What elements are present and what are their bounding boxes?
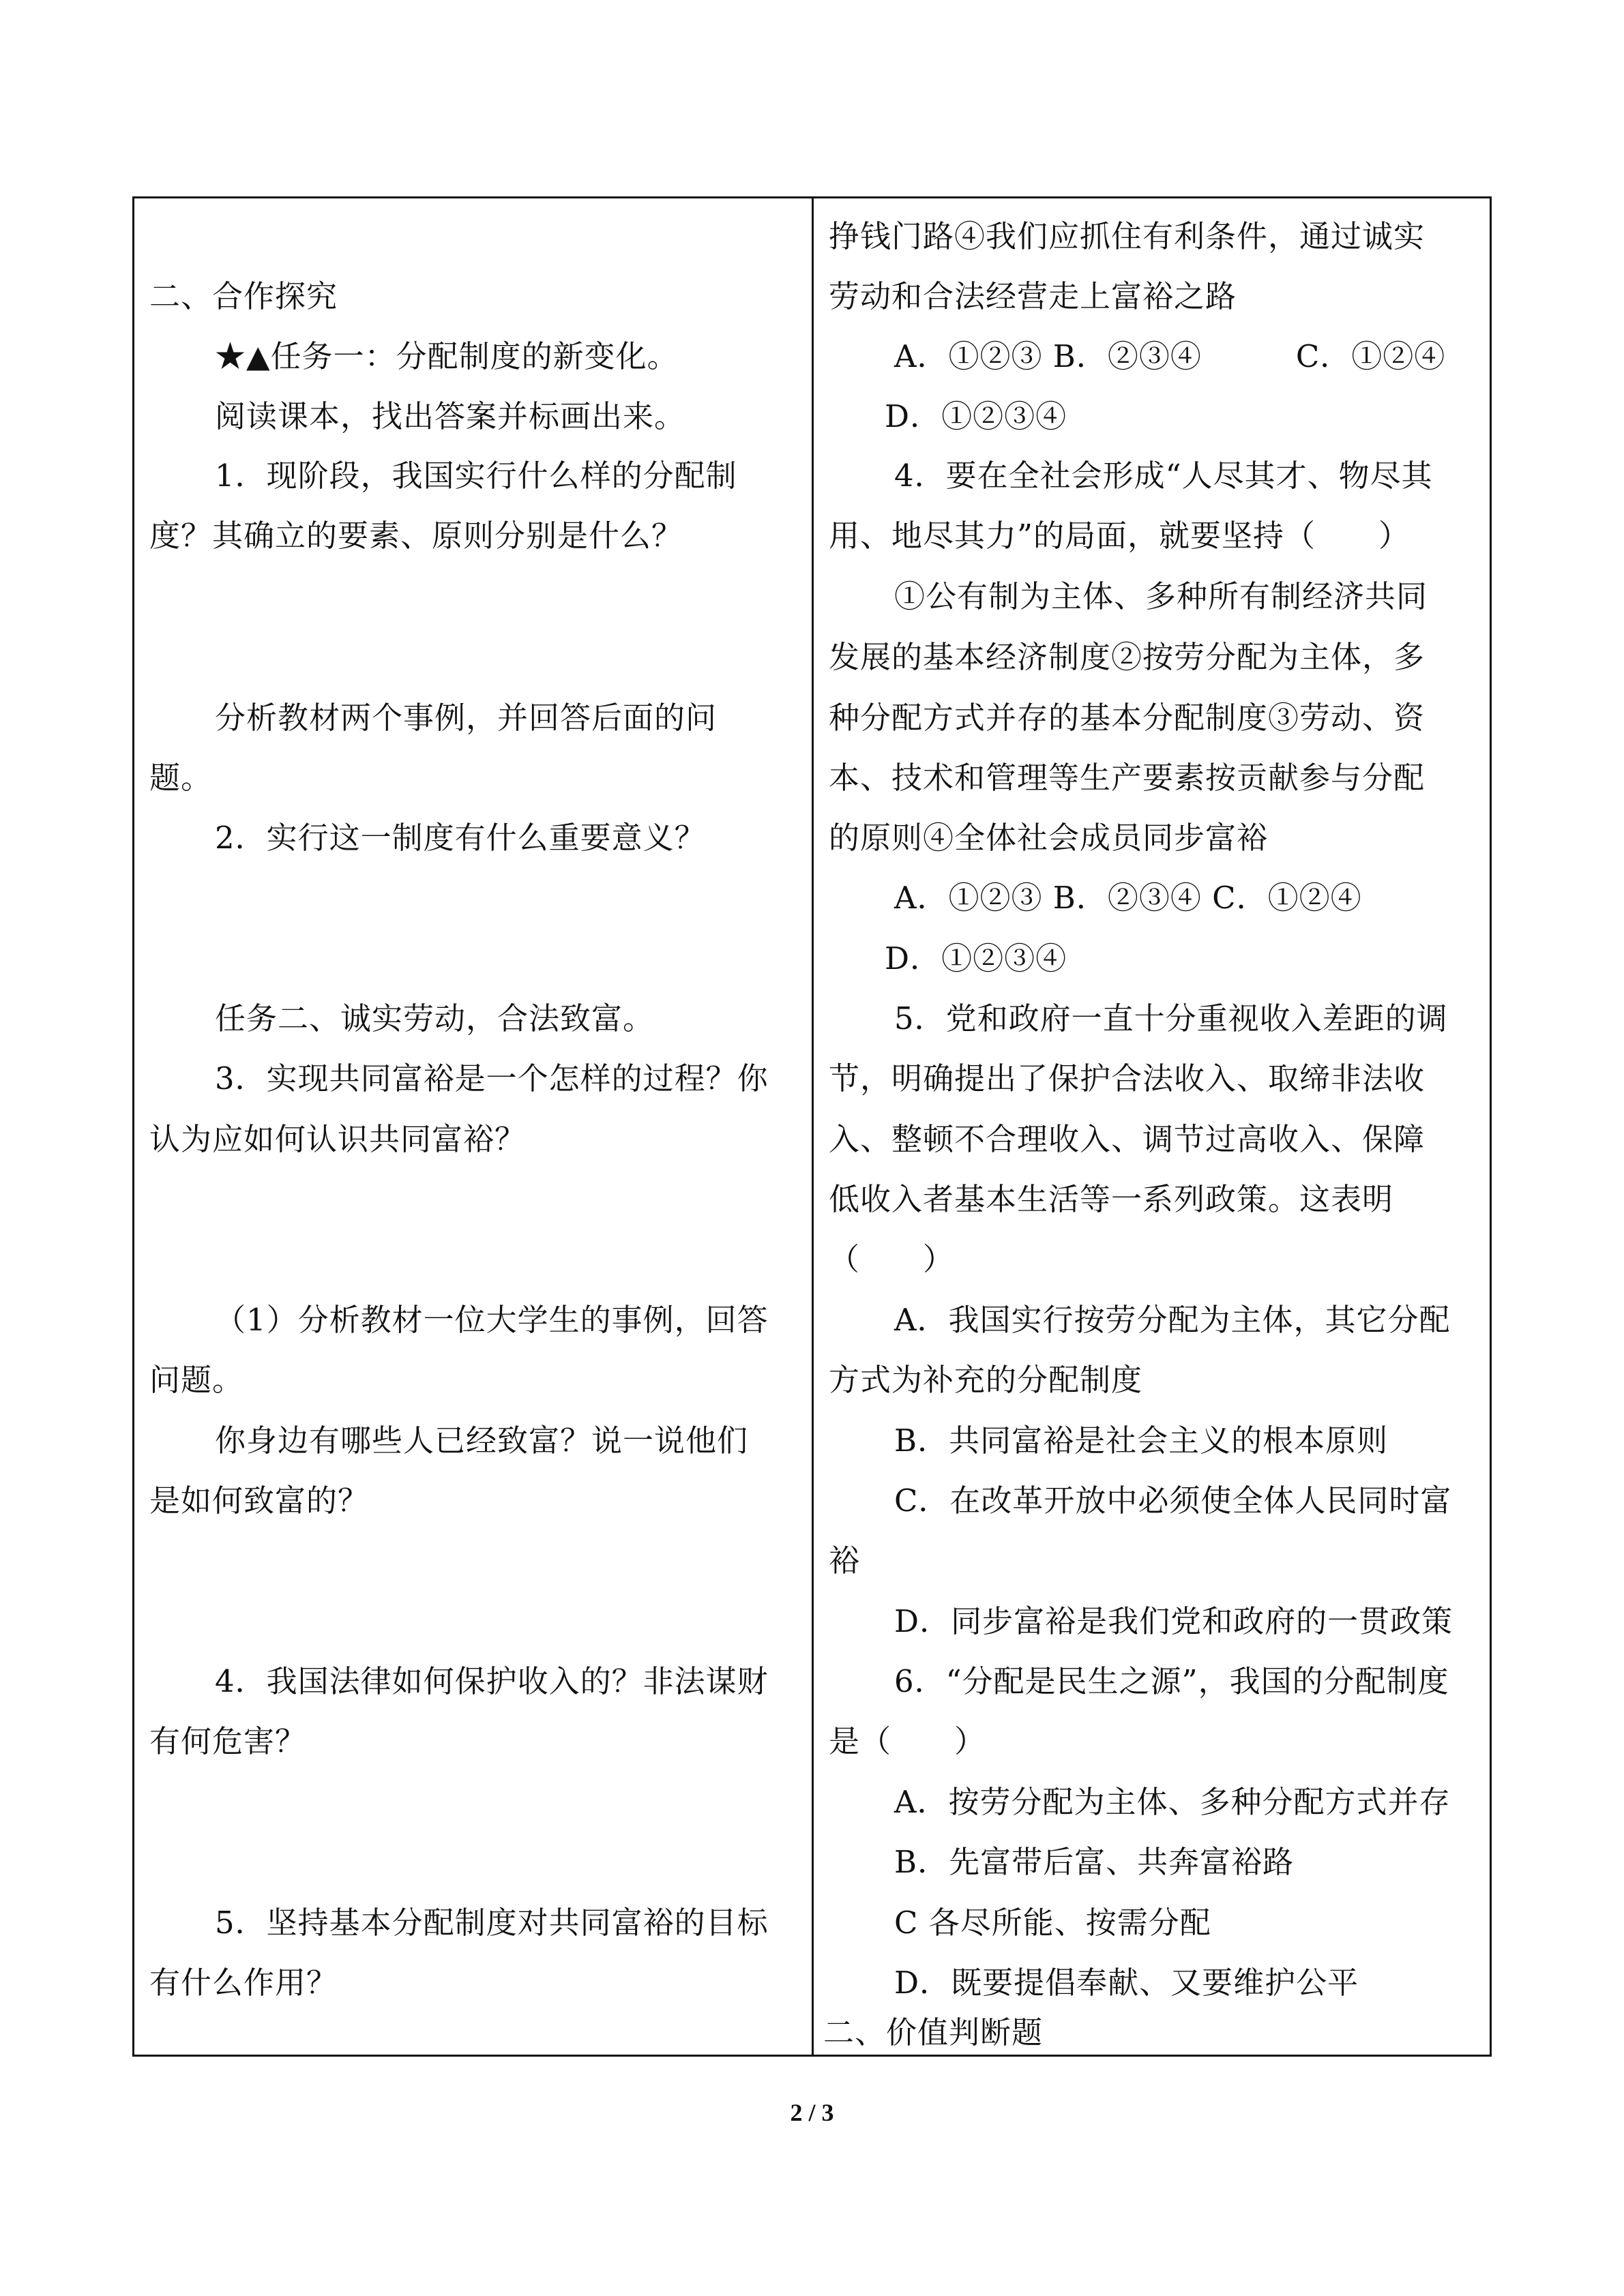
question-3-2-line2: 是如何致富的？ bbox=[149, 1482, 370, 1519]
mc-q5-option-a-line2: 方式为补充的分配制度 bbox=[829, 1362, 1143, 1398]
question-3-1-line2: 问题。 bbox=[149, 1362, 244, 1398]
mc-q4-options-line2: D．①②③④ bbox=[885, 940, 1067, 976]
mc-q4-line2: 用、地尽其力”的局面，就要坚持（ ） bbox=[829, 518, 1411, 554]
section2-title: 二、价值判断题 bbox=[823, 2014, 1044, 2051]
worksheet-table bbox=[132, 196, 1492, 2057]
task2-title: 任务二、诚实劳动，合法致富。 bbox=[215, 1000, 655, 1037]
page-number: 2 / 3 bbox=[790, 2099, 834, 2126]
mc-q4-body-line1: ①公有制为主体、多种所有制经济共同 bbox=[894, 578, 1428, 614]
mc-q5-line5: （ ） bbox=[829, 1241, 955, 1277]
question-1-line2: 度？其确立的要素、原则分别是什么？ bbox=[149, 518, 683, 554]
mc-q6-option-b: B．先富带后富、共奔富裕路 bbox=[894, 1844, 1295, 1880]
mc-q4-options-line1: A．①②③ B．②③④ C．①②④ bbox=[894, 880, 1362, 916]
mc-q3-continuation-line1: 挣钱门路④我们应抓住有利条件，通过诚实 bbox=[829, 218, 1426, 254]
question-5-line2: 有什么作用？ bbox=[149, 1965, 338, 2001]
question-1-line1: 1．现阶段，我国实行什么样的分配制 bbox=[215, 458, 737, 494]
question-3-line2: 认为应如何认识共同富裕？ bbox=[149, 1121, 527, 1157]
mc-q5-option-c-line1: C．在改革开放中必须使全体人民同时富 bbox=[894, 1482, 1452, 1519]
mc-q5-line4: 低收入者基本生活等一系列政策。这表明 bbox=[829, 1181, 1394, 1217]
left-column bbox=[134, 198, 814, 2055]
section-title: 二、合作探究 bbox=[149, 278, 338, 314]
mc-q3-options-line1: A．①②③ B．②③④ C．①②④ bbox=[894, 338, 1446, 374]
mc-q5-line1: 5．党和政府一直十分重视收入差距的调 bbox=[894, 1000, 1448, 1037]
mc-q3-options-line2: D．①②③④ bbox=[885, 398, 1067, 434]
question-2: 2．实行这一制度有什么重要意义？ bbox=[215, 820, 706, 856]
question-3-2-line1: 你身边有哪些人已经致富？说一说他们 bbox=[215, 1422, 749, 1459]
mc-q6-option-d: D．既要提倡奉献、又要维护公平 bbox=[894, 1965, 1359, 2001]
mc-q6-option-c: C 各尽所能、按需分配 bbox=[894, 1905, 1211, 1941]
mc-q4-body-line4: 本、技术和管理等生产要素按贡献参与分配 bbox=[829, 760, 1426, 796]
mc-q5-option-b: B．共同富裕是社会主义的根本原则 bbox=[894, 1422, 1389, 1459]
mc-q5-option-d: D．同步富裕是我们党和政府的一贯政策 bbox=[894, 1603, 1453, 1639]
question-4-line1: 4．我国法律如何保护收入的？非法谋财 bbox=[215, 1663, 769, 1699]
mc-q4-body-line3: 种分配方式并存的基本分配制度③劳动、资 bbox=[829, 700, 1426, 736]
question-4-line2: 有何危害？ bbox=[149, 1723, 307, 1759]
read-instruction: 阅读课本，找出答案并标画出来。 bbox=[215, 398, 686, 434]
mc-q4-body-line2: 发展的基本经济制度②按劳分配为主体，多 bbox=[829, 639, 1426, 675]
mc-q4-line1: 4．要在全社会形成“人尽其才、物尽其 bbox=[894, 458, 1433, 494]
right-column bbox=[814, 198, 1490, 2055]
mc-q6-option-a: A．按劳分配为主体、多种分配方式并存 bbox=[894, 1784, 1451, 1820]
analysis-instruction-line1: 分析教材两个事例，并回答后面的问 bbox=[215, 700, 718, 736]
question-3-line1: 3．实现共同富裕是一个怎样的过程？你 bbox=[215, 1060, 769, 1097]
question-5-line1: 5．坚持基本分配制度对共同富裕的目标 bbox=[215, 1905, 769, 1941]
mc-q5-line2: 节，明确提出了保护合法收入、取缔非法收 bbox=[829, 1060, 1426, 1097]
mc-q5-option-a-line1: A．我国实行按劳分配为主体，其它分配 bbox=[894, 1302, 1451, 1338]
mc-q6-line1: 6．“分配是民生之源”，我国的分配制度 bbox=[894, 1663, 1449, 1699]
analysis-instruction-line2: 题。 bbox=[149, 760, 213, 796]
mc-q5-option-c-line2: 裕 bbox=[829, 1542, 861, 1579]
mc-q5-line3: 入、整顿不合理收入、调节过高收入、保障 bbox=[829, 1121, 1426, 1157]
mc-q6-line2: 是（ ） bbox=[829, 1723, 986, 1759]
mc-q4-body-line5: 的原则④全体社会成员同步富裕 bbox=[829, 820, 1269, 856]
mc-q3-continuation-line2: 劳动和合法经营走上富裕之路 bbox=[829, 278, 1237, 314]
task1-title: ★▲任务一：分配制度的新变化。 bbox=[215, 338, 679, 374]
question-3-1-line1: （1）分析教材一位大学生的事例，回答 bbox=[215, 1302, 769, 1338]
